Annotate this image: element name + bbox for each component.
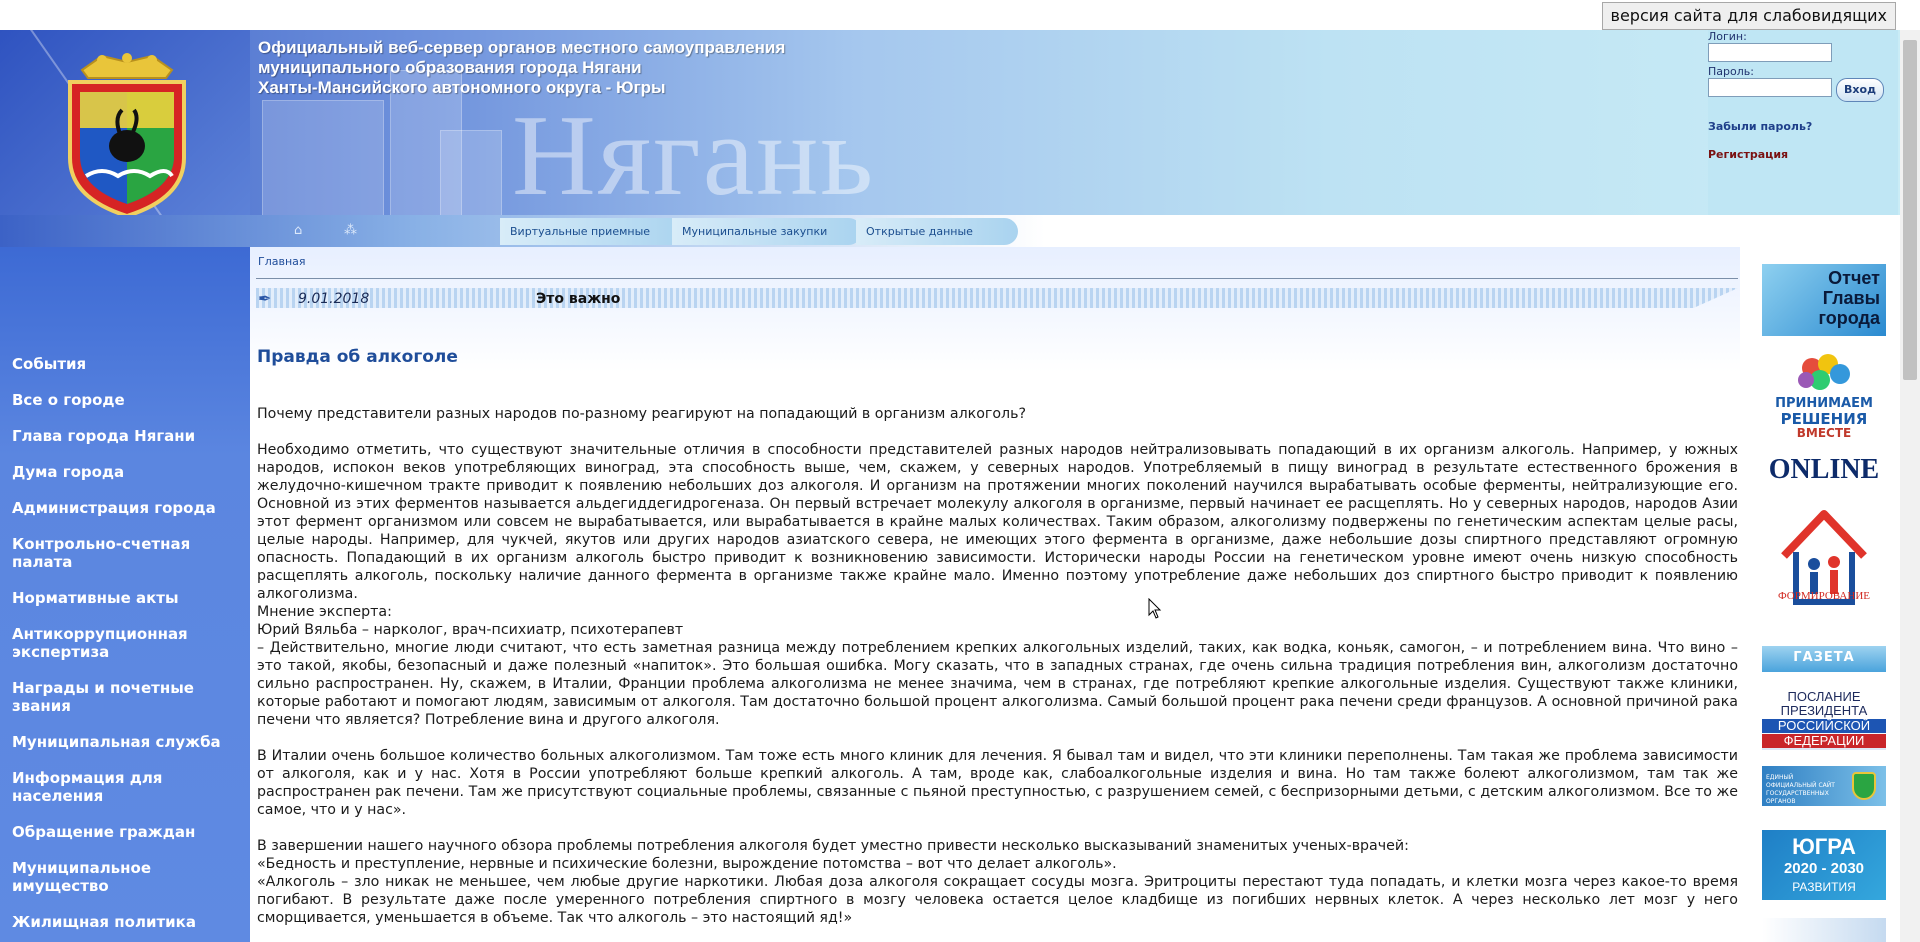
banner-gazeta-text: ГАЗЕТА (1793, 650, 1855, 665)
pen-icon: ✒ (258, 289, 272, 308)
sidebar-item-audit-chamber[interactable]: Контрольно-счетная палата (12, 535, 191, 571)
forgot-password-link[interactable]: Забыли пароль? (1708, 120, 1813, 133)
login-label: Логин: (1708, 30, 1747, 43)
banner-yugra-line: РАЗВИТИЯ (1792, 880, 1856, 894)
sidebar-item-municipal-service[interactable]: Муниципальная служба (12, 733, 221, 751)
banner-decide-line: ВМЕСТЕ (1796, 426, 1852, 440)
password-label: Пароль: (1708, 65, 1754, 78)
sidebar-item-city-head[interactable]: Глава города Нягани (12, 427, 196, 445)
article-paragraph: «Бедность и преступление, нервные и психические болезни, вырождение потомства – вот что делает алкоголь». (257, 856, 1117, 872)
banner-online-text: ONLINE (1768, 454, 1880, 485)
article-paragraph: Почему представители разных народов по-разному реагируют на попадающий в организм алкоголь? (257, 406, 1026, 422)
header-building (440, 130, 502, 215)
banner-president-message[interactable] (1762, 690, 1886, 750)
login-submit-button[interactable]: Вход (1836, 78, 1884, 102)
banner-message-line: ПОСЛАНИЕ (1787, 690, 1861, 704)
site-header (0, 30, 1900, 215)
article-paragraph: Мнение эксперта: (257, 604, 392, 620)
sidebar-item-anticorruption[interactable]: Антикоррупционная экспертиза (12, 625, 188, 661)
site-title[interactable] (258, 38, 785, 98)
banner-message-line: РОССИЙСКОЙ (1762, 719, 1886, 733)
mouse-cursor-icon (1148, 598, 1162, 620)
low-vision-button[interactable]: версия сайта для слабовидящих (1602, 2, 1896, 30)
article-paragraph: Необходимо отметить, что существуют значительные отличия в способности представителей разных народов нейтрализовывать попадающий в их организм алкоголь. Например, у южных народов, испокон веков употребляющих виноград, эта способность выше, чем, скажем, у северных народов. Употребляемый в пищу виноград в результате естественного брожения в желудочно-кишечном тракте приводит к появлению небольших доз алкоголя. И организм на протяжении многих поколений научился вырабатывать особые ферменты, нейтрализующие его. Основной из этих ферментов называется альдегиддегидрогеназа. Он первый встречает молекулу алкоголя в организме, первый начинает ее расщеплять. Но у северных народов, народов Азии этот фермент организмом или совсем не вырабатывается, или вырабатывается в крайне малых количествах. Таким образом, алкоголизму подвержены по генетическим аспектам целые расы, целые народы. Например, для чукчей, якутов или других народов азиатского севера, не имеющих этого фермента в организме, даже небольшие дозы спиртного представляют огромную опасность. Попадающий в их организм алкоголь быстро приводит к возникновению зависимости. Исторически народы России на генетическом уровне имеют очень низкую способность расщеплять алкоголь, поскольку наличие данного фермента в организме также крайне мало. Именно поэтому употребление даже небольших доз спиртного быстро приводит к появлению алкоголизма. (257, 442, 1738, 602)
news-category: Это важно (536, 291, 621, 307)
sidebar-item-about-city[interactable]: Все о городе (12, 391, 125, 409)
crest-icon (1852, 772, 1876, 800)
news-date: 9.01.2018 (298, 291, 370, 307)
sitemap-icon[interactable]: ⁂ (344, 223, 357, 238)
tab-open-data[interactable]: Открытые данные (856, 218, 1018, 245)
site-title-line: Ханты-Мансийского автономного округа - Югры (258, 78, 666, 97)
article-paragraph: В Италии очень большое количество больных алкоголизмом. Там тоже есть много клиник для лечения. Я бывал там и видел, что эти клиники переполнены. Там такая же проблема зависимости от алкоголя, как и у нас. Хотя в России употребляют больше крепкий алкоголь. А там, вроде как, слабоалкогольные изделия и вина. Но там также болеют алкоголизмом, там так же распространен рак печени. Там же присутствуют социальные проблемы, связанные с пьяной преступностью, с разрушением семей, с беспризорными детьми, с детским алкоголизмом. Все то же самое, что и у нас». (257, 748, 1738, 818)
banner-decide-together[interactable] (1762, 352, 1886, 440)
article-title: Правда об алкоголе (257, 347, 458, 367)
banner-forming-text: ФОРМИРОВАНИЕ (1777, 590, 1870, 602)
article-body (257, 405, 1738, 927)
banner-portal-text: ЕДИНЫЙ ОФИЦИАЛЬНЫЙ САЙТ ГОСУДАРСТВЕННЫХ ОРГАНОВ (1766, 774, 1835, 805)
banner-decide-line: ПРИНИМАЕМ (1775, 396, 1873, 411)
article-paragraph: «Алкоголь – зло никак не меньшее, чем любые другие наркотики. Любая доза алкоголя сокращает сосуды мозга. Эритроциты перестают туда попадать, и клетки мозга через какое-то время погибают. В результате даже после умеренного потребления спиртного в мозгу человека остается целое кладбище из погибших нервных клеток. А через несколько лет мозг у него сморщивается, уменьшается в объеме. Так что алкоголь – это настоящий яд!» (257, 874, 1738, 926)
sidebar-item-regulations[interactable]: Нормативные акты (12, 589, 179, 607)
banner-gazeta[interactable] (1762, 646, 1886, 672)
article-paragraph: – Действительно, многие люди считают, что есть заметная разница между потреблением крепких алкогольных изделий, таких, как водка, коньяк, самогон, – и потреблением вина. Что вино – это такой, якобы, безопасный и даже полезный «напиток». Это большая ошибка. Могу сказать, что в западных странах, где очень сильна традиция потребления вин, алкоголизм достаточно сильно распространен. Ну, скажем, в Италии, Франции проблема алкоголизма не менее значима, чем в странах, где потребляют крепкие алкогольные изделия. Существуют также клиники, которые работают и помогают людям, зависимым от алкоголя. Там достаточно большой процент алкоголизма. Самый большой процент рака печени среди французов. А основной причиной рака печени что является? Потребление вина и другого алкоголя. (257, 640, 1738, 728)
site-title-line: Официальный веб-сервер органов местного самоуправления (258, 38, 786, 57)
banner-forming[interactable] (1762, 506, 1886, 616)
banner-online[interactable] (1762, 452, 1886, 492)
sidebar-item-housing-policy[interactable]: Жилищная политика (12, 913, 196, 931)
city-crest-logo[interactable] (62, 48, 192, 215)
sidebar-item-administration[interactable]: Администрация города (12, 499, 216, 517)
sidebar-item-city-duma[interactable]: Дума города (12, 463, 125, 481)
login-form (1708, 30, 1898, 215)
banner-yugra-line: ЮГРА (1792, 834, 1856, 859)
banner-yugra-2030[interactable] (1762, 830, 1886, 900)
site-title-line: муниципального образования города Нягани (258, 58, 642, 77)
top-bar (0, 0, 1920, 30)
login-input[interactable] (1708, 43, 1832, 62)
password-input[interactable] (1708, 78, 1832, 97)
article-paragraph: В завершении нашего научного обзора проблемы потребления алкоголя будет уместно привести несколько высказываний знаменитых ученых-врачей: (257, 838, 1409, 854)
page-scrollbar[interactable] (1900, 30, 1920, 942)
banner-head-report-text: Отчет Главы города (1818, 268, 1880, 328)
sidebar-item-municipal-property[interactable]: Муниципальное имущество (12, 859, 152, 895)
banner-message-line: ФЕДЕРАЦИИ (1762, 734, 1886, 748)
sidebar-item-events[interactable]: События (12, 355, 87, 373)
news-info-bar (256, 288, 1738, 308)
banner-head-report[interactable] (1762, 264, 1886, 336)
sidebar-item-citizen-appeals[interactable]: Обращение граждан (12, 823, 196, 841)
banner-decide-line: РЕШЕНИЯ (1780, 410, 1868, 428)
register-link[interactable]: Регистрация (1708, 148, 1789, 161)
scrollbar-thumb[interactable] (1903, 40, 1917, 380)
city-name-wordmark: Нягань (512, 92, 876, 215)
banner-yugra-line: 2020 - 2030 (1783, 860, 1865, 877)
tab-municipal-procurement[interactable]: Муниципальные закупки (672, 218, 862, 245)
banner-message-line: ПРЕЗИДЕНТА (1780, 703, 1868, 718)
puzzle-heart-icon (1762, 352, 1886, 390)
breadcrumb-divider (256, 278, 1738, 279)
tab-virtual-reception[interactable]: Виртуальные приемные (500, 218, 690, 245)
home-icon[interactable]: ⌂ (294, 223, 303, 238)
breadcrumb[interactable]: Главная (258, 255, 306, 268)
sidebar-item-public-info[interactable]: Информация для населения (12, 769, 163, 805)
article-paragraph: Юрий Вяльба – нарколог, врач-психиатр, психотерапевт (257, 622, 684, 638)
sidebar-item-awards[interactable]: Награды и почетные звания (12, 679, 194, 715)
banner-partial[interactable] (1762, 918, 1886, 942)
header-building (262, 100, 384, 215)
banner-official-portal[interactable] (1762, 766, 1886, 806)
